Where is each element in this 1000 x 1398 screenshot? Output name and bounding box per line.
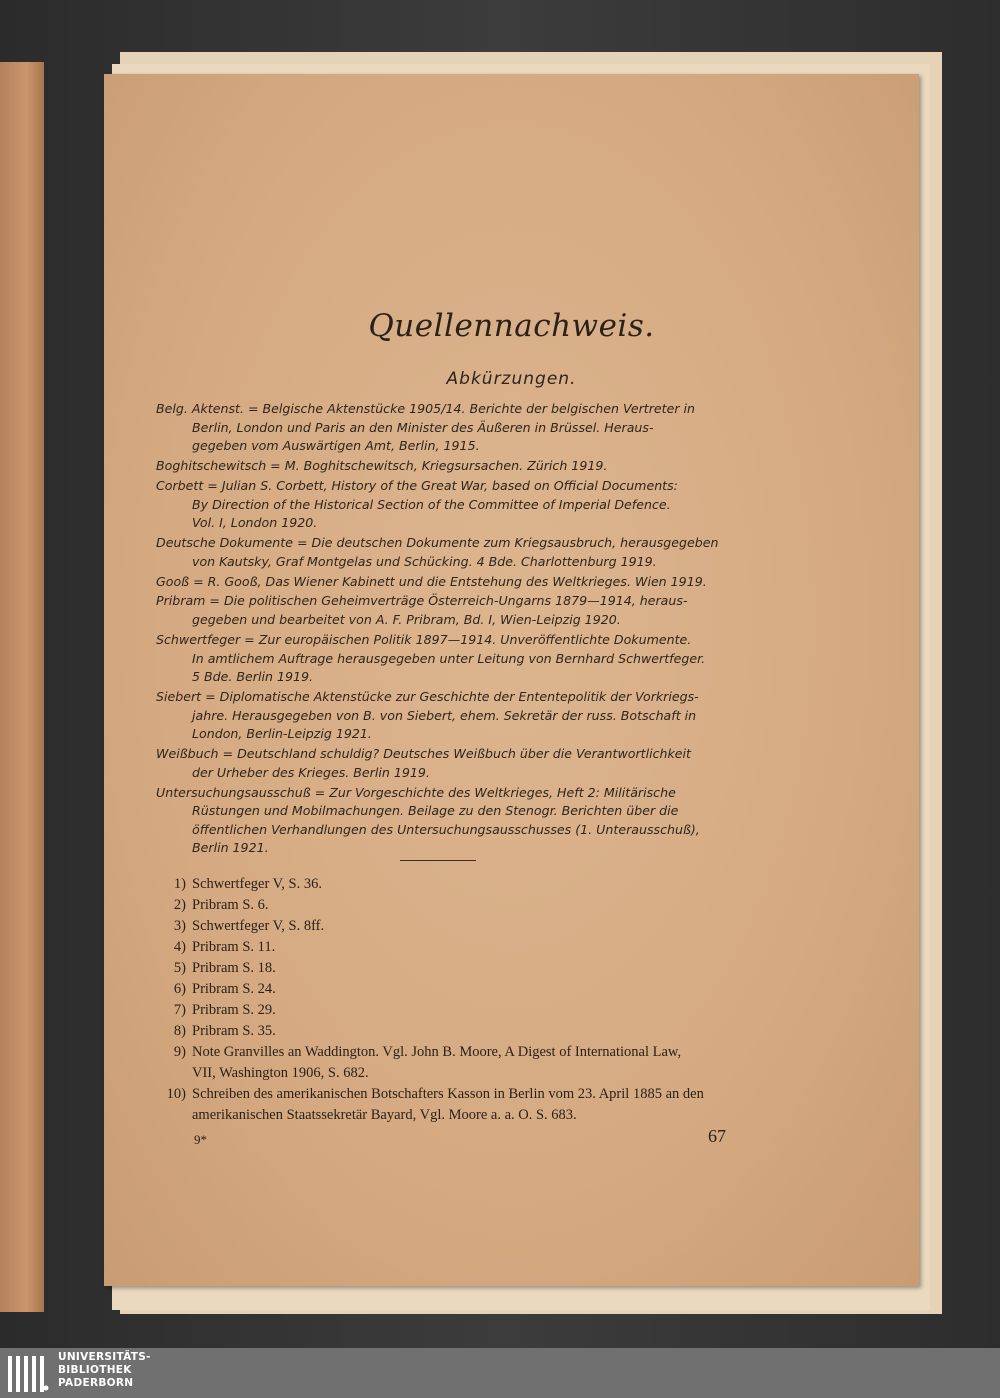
abbreviation-line: 5 Bde. Berlin 1919.	[192, 669, 314, 685]
footnote-text	[192, 1000, 736, 1021]
abbreviation-line: gegeben vom Auswärtigen Amt, Berlin, 1915.	[192, 438, 480, 454]
footnote	[156, 916, 736, 937]
footnote-text	[192, 874, 736, 895]
abbreviation-line: Siebert = Diplomatische Aktenstücke zur Geschichte der Ententepolitik der Vorkriegs-	[156, 688, 699, 704]
library-logo-text	[58, 1351, 151, 1390]
abbreviation-line: Gooß = R. Gooß, Das Wiener Kabinett und die Entstehung des Weltkrieges. Wien 1919.	[156, 573, 707, 589]
abbreviations-list	[156, 400, 736, 859]
footnote-line: Pribram S. 18.	[192, 960, 276, 976]
abbreviation-line: der Urheber des Krieges. Berlin 1919.	[192, 764, 430, 780]
footnote-number: 4)	[173, 939, 186, 955]
footnote	[156, 1021, 736, 1042]
abbreviation-entry	[156, 688, 736, 744]
abbreviation-line: Vol. I, London 1920.	[192, 515, 318, 531]
abbreviation-entry	[156, 784, 736, 858]
abbreviation-line: Belg. Aktenst. = Belgische Aktenstücke 1905/14. Berichte der belgischen Vertreter in	[156, 401, 696, 416]
footnote	[156, 979, 736, 1000]
footnote-number: 5)	[173, 960, 186, 976]
logo-line: BIBLIOTHEK	[58, 1364, 132, 1376]
footnote-text	[192, 1084, 736, 1126]
footnote-line: Schreiben des amerikanischen Botschafters Kasson in Berlin vom 23. April 1885 an den	[192, 1086, 704, 1102]
footnote	[156, 895, 736, 916]
footnote-number: 1)	[173, 876, 186, 892]
page-title: Quellennachweis.	[368, 308, 655, 344]
footnote-number: 3)	[173, 918, 186, 934]
footnote-line: Pribram S. 29.	[192, 1002, 276, 1018]
abbreviation-entry	[156, 745, 736, 782]
footnote-line: VII, Washington 1906, S. 682.	[192, 1065, 369, 1081]
footnote	[156, 937, 736, 958]
footnote-line: Pribram S. 11.	[192, 939, 276, 955]
footnote-line: Schwertfeger V, S. 36.	[192, 876, 322, 892]
abbreviation-entry	[156, 400, 736, 456]
logo-line: PADERBORN	[58, 1377, 134, 1389]
footnote-number: 6)	[173, 981, 186, 997]
abbreviation-line: jahre. Herausgegeben von B. von Siebert, ehem. Sekretär der russ. Botschaft in	[192, 707, 697, 723]
footnote-text	[192, 916, 736, 937]
footnote-line: Note Granvilles an Waddington. Vgl. John B. Moore, A Digest of International Law,	[192, 1044, 682, 1060]
footnote-number: 8)	[173, 1023, 186, 1039]
footnote-number: 7)	[173, 1002, 186, 1018]
abbreviation-entry	[156, 477, 736, 533]
facing-page-edge	[0, 62, 44, 1312]
footnote-line: Schwertfeger V, S. 8ff.	[192, 918, 325, 934]
logo-line: UNIVERSITÄTS-	[58, 1351, 151, 1363]
abbreviation-entry	[156, 457, 736, 476]
footnote	[156, 1000, 736, 1021]
footnote-number: 2)	[173, 897, 186, 913]
abbreviation-entry	[156, 592, 736, 629]
abbreviation-line: In amtlichem Auftrage herausgegeben unter Leitung von Bernhard Schwertfeger.	[192, 650, 706, 666]
abbreviation-entry	[156, 631, 736, 687]
footnote-line: amerikanischen Staatssekretär Bayard, Vgl. Moore a. a. O. S. 683.	[192, 1107, 577, 1123]
abbreviation-line: Rüstungen und Mobilmachungen. Beilage zu den Stenogr. Berichten über die	[192, 803, 679, 819]
abbreviation-line: Schwertfeger = Zur europäischen Politik 1897—1914. Unveröffentlichte Dokumente.	[156, 631, 692, 647]
abbreviation-entry	[156, 573, 736, 592]
abbreviation-entry	[156, 534, 736, 571]
footnote-line: Pribram S. 24.	[192, 981, 276, 997]
footnote	[156, 1042, 736, 1084]
abbreviation-line: Boghitschewitsch = M. Boghitschewitsch, Kriegsursachen. Zürich 1919.	[156, 458, 608, 474]
footnote-number: 10)	[166, 1086, 186, 1102]
footnote-text	[192, 1021, 736, 1042]
abbreviation-line: Pribram = Die politischen Geheimverträge Österreich-Ungarns 1879—1914, heraus-	[156, 593, 688, 609]
abbreviation-line: Corbett = Julian S. Corbett, History of the Great War, based on Official Documents:	[156, 477, 678, 493]
library-footer	[0, 1348, 1000, 1398]
page-number: 67	[708, 1126, 726, 1146]
book-page	[104, 74, 919, 1286]
abbreviation-line: Weißbuch = Deutschland schuldig? Deutsches Weißbuch über die Verantwortlichkeit	[156, 746, 691, 762]
footnote-text	[192, 979, 736, 1000]
footnote-number: 9)	[173, 1044, 186, 1060]
section-subtitle: Abkürzungen.	[446, 369, 577, 389]
abbreviation-line: Untersuchungsausschuß = Zur Vorgeschichte des Weltkrieges, Heft 2: Militärische	[156, 784, 676, 800]
footnotes-list	[156, 874, 736, 1126]
divider-rule	[400, 860, 476, 861]
abbreviation-line: Berlin, London und Paris an den Minister des Äußeren in Brüssel. Heraus-	[192, 419, 654, 435]
footnote-text	[192, 895, 736, 916]
abbreviation-line: Deutsche Dokumente = Die deutschen Dokumente zum Kriegsausbruch, herausgegeben	[156, 535, 719, 551]
footnote	[156, 958, 736, 979]
abbreviation-line: öffentlichen Verhandlungen des Untersuchungsausschusses (1. Unterausschuß),	[192, 821, 700, 837]
abbreviation-line: Berlin 1921.	[192, 840, 269, 856]
footnote-line: Pribram S. 35.	[192, 1023, 276, 1039]
footnote-text	[192, 958, 736, 979]
library-logo-icon	[8, 1354, 50, 1394]
abbreviation-line: von Kautsky, Graf Montgelas und Schücking. 4 Bde. Charlottenburg 1919.	[192, 553, 657, 569]
abbreviation-line: By Direction of the Historical Section of the Committee of Imperial Defence.	[192, 496, 671, 512]
abbreviation-line: London, Berlin-Leipzig 1921.	[192, 726, 372, 742]
signature-mark: 9*	[194, 1132, 207, 1147]
abbreviation-line: gegeben und bearbeitet von A. F. Pribram, Bd. I, Wien-Leipzig 1920.	[192, 612, 621, 628]
footnote-line: Pribram S. 6.	[192, 897, 269, 913]
footnote	[156, 874, 736, 895]
footnote	[156, 1084, 736, 1126]
footnote-text	[192, 937, 736, 958]
footnote-text	[192, 1042, 736, 1084]
